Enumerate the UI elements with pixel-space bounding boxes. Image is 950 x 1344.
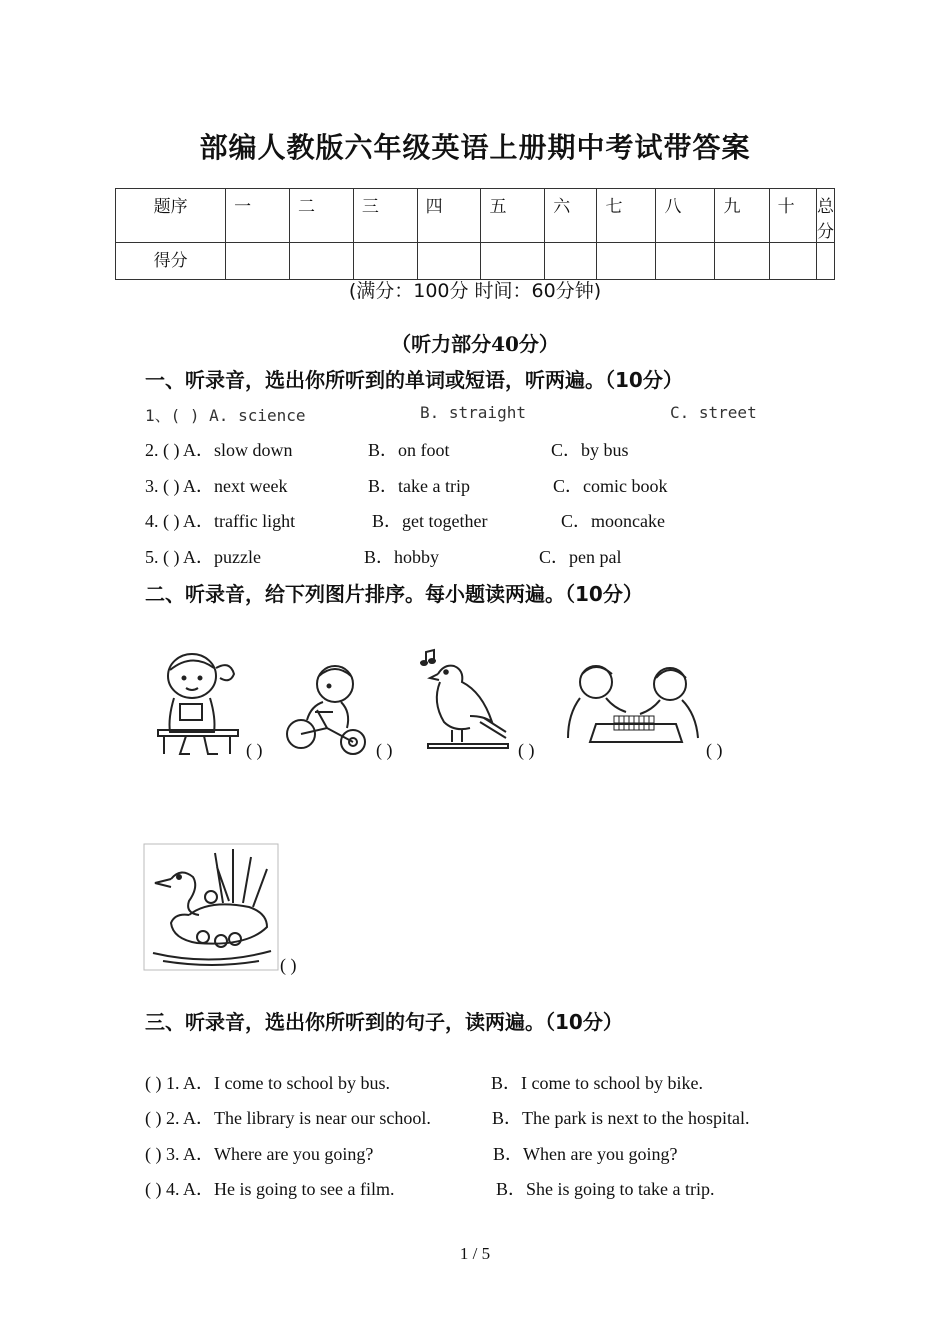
q1-option-c: C. street (670, 403, 757, 422)
table-cell: 四 (417, 189, 481, 243)
table-cell: 八 (656, 189, 715, 243)
boys-playing-chess-picture (562, 660, 706, 750)
q4-option-b: B．get together (372, 511, 488, 531)
q3-option-c: C．comic book (553, 476, 668, 496)
score-cell[interactable] (226, 243, 290, 280)
picture2-answer-blank[interactable]: ( ) (376, 740, 393, 760)
s3-q1-option-b: B．I come to school by bike. (491, 1073, 703, 1093)
picture3-answer-blank[interactable]: ( ) (518, 740, 535, 760)
q2-option-b: B．on foot (368, 440, 450, 460)
page-title: 部编人教版六年级英语上册期中考试带答案 (199, 131, 751, 164)
q5-prefix-option-a: 5. ( ) A．puzzle (145, 547, 261, 567)
girl-reading-picture (152, 646, 244, 758)
table-cell: 十 (769, 189, 816, 243)
q3-prefix-option-a: 3. ( ) A．next week (145, 476, 288, 496)
s3-q3-option-b: B．When are you going? (493, 1144, 678, 1164)
score-cell[interactable] (656, 243, 715, 280)
listening-part-heading: （听力部分40分） (391, 332, 559, 356)
s3-q2-option-a: ( ) 2. A．The library is near our school. (145, 1108, 431, 1128)
q5-option-c: C．pen pal (539, 547, 622, 567)
score-cell[interactable] (289, 243, 353, 280)
q4-option-c: C．mooncake (561, 511, 665, 531)
score-cell[interactable] (715, 243, 769, 280)
table-cell: 九 (715, 189, 769, 243)
q2-option-c: C．by bus (551, 440, 629, 460)
table-cell: 六 (545, 189, 597, 243)
score-table-header-row (116, 189, 835, 243)
picture1-answer-blank[interactable]: ( ) (246, 740, 263, 760)
q4-prefix-option-a: 4. ( ) A．traffic light (145, 511, 296, 531)
table-cell: 得分 (116, 243, 226, 280)
table-cell: 一 (226, 189, 290, 243)
picture4-answer-blank[interactable]: ( ) (706, 740, 723, 760)
boy-on-tricycle-picture (283, 660, 373, 758)
section2-heading: 二、听录音，给下列图片排序。每小题读两遍。（10分） (145, 582, 643, 606)
singing-bird-picture (418, 648, 514, 758)
section3-heading: 三、听录音，选出你所听到的句子，读两遍。（10分） (145, 1010, 623, 1034)
table-cell: 七 (597, 189, 656, 243)
section1-heading: 一、听录音，选出你所听到的单词或短语，听两遍。（10分） (145, 368, 683, 392)
s3-q4-option-b: B．She is going to take a trip. (496, 1179, 715, 1199)
score-cell[interactable] (597, 243, 656, 280)
score-table (115, 188, 835, 280)
table-cell: 三 (353, 189, 417, 243)
score-cell[interactable] (769, 243, 816, 280)
duck-with-ducklings-picture (143, 843, 279, 971)
exam-info: (满分：100分 时间：60分钟) (348, 280, 602, 302)
s3-q4-option-a: ( ) 4. A．He is going to see a film. (145, 1179, 395, 1199)
score-cell[interactable] (417, 243, 481, 280)
score-table-score-row (116, 243, 835, 280)
page-number: 1 / 5 (459, 1244, 491, 1263)
q3-option-b: B．take a trip (368, 476, 470, 496)
s3-q2-option-b: B．The park is next to the hospital. (492, 1108, 750, 1128)
score-cell[interactable] (353, 243, 417, 280)
s3-q1-option-a: ( ) 1. A．I come to school by bus. (145, 1073, 390, 1093)
q5-option-b: B．hobby (364, 547, 440, 567)
q1-prefix-option-a: 1、( ) A. science (145, 406, 306, 425)
table-cell: 总分 (817, 189, 835, 243)
table-cell: 题序 (116, 189, 226, 243)
score-cell[interactable] (817, 243, 835, 280)
score-cell[interactable] (481, 243, 545, 280)
s3-q3-option-a: ( ) 3. A．Where are you going? (145, 1144, 374, 1164)
q2-prefix-option-a: 2. ( ) A．slow down (145, 440, 293, 460)
q1-option-b: B. straight (420, 403, 526, 422)
score-cell[interactable] (545, 243, 597, 280)
table-cell: 二 (289, 189, 353, 243)
table-cell: 五 (481, 189, 545, 243)
picture5-answer-blank[interactable]: ( ) (280, 955, 297, 975)
